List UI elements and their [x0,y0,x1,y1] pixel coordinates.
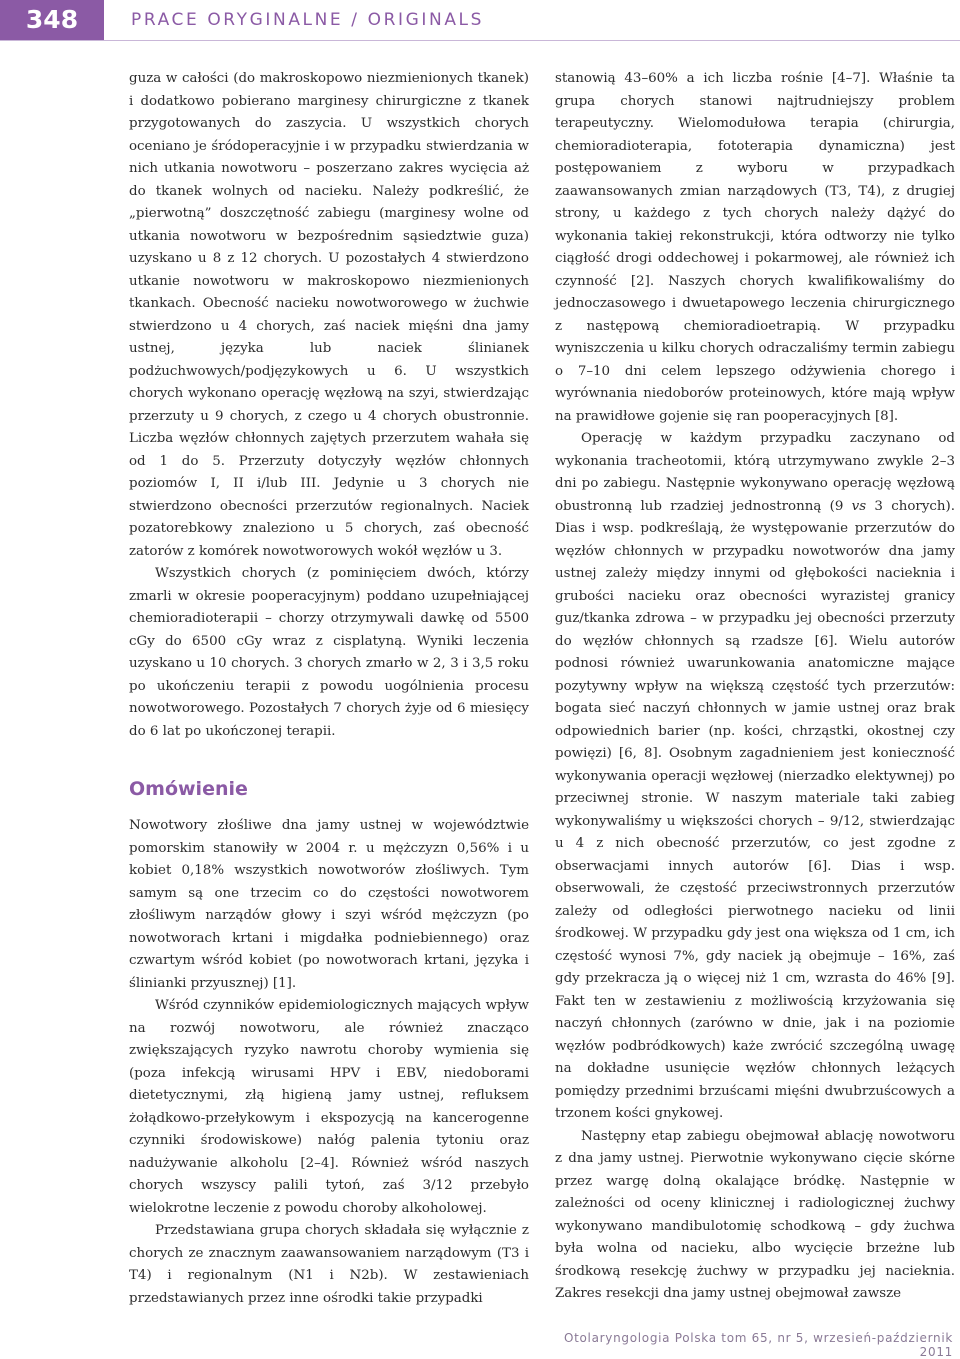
paragraph: guza w całości (do makroskopowo niezmienionych tkanek) i dodatkowo pobierano marginesy chirurgiczne z tkanek przygotowanych do zaszycia. U wszystkich chorych oceniano je śródoperacyjnie i w przypadku stwierdzania w nich utkania nowotworu – poszerzano zakres wycięcia aż do tkanek wolnych od nacieku. Należy podkreślić, że „pierwotną” doszczętność zabiegu (marginesy wolne od utkania nowotworu w bezpośrednim sąsiedztwie guza) uzyskano u 8 z 12 chorych. U pozostałych 4 stwierdzono utkanie nowotworu w makroskopowo niezmienionych tkankach. Obecność nacieku nowotworowego w żuchwie stwierdzono u 4 chorych, zaś naciek mięśni dna jamy ustnej, języka lub naciek ślinianek podżuchwowych/podjęzykowych u 6. U wszystkich chorych wykonano operację węzłową na szyi, stwierdzając przerzuty u 9 chorych, z czego u 4 chorych obustronnie. Liczba węzłów chłonnych zajętych przerzutem wahała się od 1 do 5. Przerzuty dotyczyły węzłów chłonnych poziomów I, II i/lub III. Jedynie u 3 chorych nie stwierdzono obecności przerzutów regionalnych. Naciek pozatorebkowy znaleziono u 5 chorych, zaś obecność zatorów z komórek nowotworowych wokół węzłów u 3. [129,71,529,559]
paragraph: Wszystkich chorych (z pominięciem dwóch, którzy zmarli w okresie pooperacyjnym) poddano uzupełniającej chemioradioterapii – chorzy otrzymywali dawkę od 5500 cGy do 6500 cGy wraz z cisplatyną. Wyniki leczenia uzyskano u 10 chorych. 3 chorych zmarło w 2, 3 i 3,5 roku po ukończeniu terapii z powodu uogólnienia procesu nowotworowego. Pozostałych 7 chorych żyje od 6 miesięcy do 6 lat po ukończonej terapii. [129,566,529,739]
page-header [0,0,960,41]
right-column [555,68,955,1306]
paragraph: Wśród czynników epidemiologicznych mających wpływ na rozwój nowotworu, ale również znacząco zwiększających ryzyko nawrotu choroby wymienia się (poza infekcją wirusami HPV i EBV, niedoborami dietetycznymi, złą higieną jamy ustnej, refluksem żołądkowo-przełykowym i ekspozycją na kancerogenne czynniki środowiskowe) nałóg palenia tytoniu oraz nadużywanie alkoholu [2–4]. Również wśród naszych chorych wszyscy palili tytoń, zaś 3/12 przebyło wielokrotne leczenie z powodu choroby alkoholowej. [129,998,529,1216]
paragraph: Następny etap zabiegu obejmował ablację nowotworu z dna jamy ustnej. Pierwotnie wykonywano cięcie skórne przez wargę dolną okalające bródkę. Następnie w zależności od oceny klinicznej i radiologicznej żuchwy wykonywano mandibulotomię schodkową – gdy żuchwa była wolna od nacieku, albo wycięcie brzeżne lub środkową resekcję żuchwy w przypadku jej nacieknia. Zakres resekcji dna jamy ustnej obejmował zawsze [555,1128,955,1301]
paragraph [555,428,955,1126]
paragraph-text: 3 chorych). Dias i wsp. podkreślają, że występowanie przerzutów do węzłów chłonnych w przypadku nowotworów dna jamy ustnej zależy między innymi od głębokości nacieknia i grubości nacieku oraz obecności wyrazistej granicy guz/tkanka zdrowa – w przypadku jej obecności przerzuty do węzłów chłonnych są rzadsze [6]. Wielu autorów podnosi również uwarunkowania anatomiczne mające pozytywny wpływ na większą częstość tych przerzutów: bogata sieć naczyń chłonnych w jamie ustnej oraz brak odpowiednich barier (np. kości, chrząstki, okostnej czy powięzi) [6, 8]. Osobnym zagadnieniem jest konieczność wykonywania operacji węzłowej (nierzadko elektywnej) po przeciwnej stronie. W naszym materiale taki zabieg wykonywaliśmy u większości chorych – 9/12, stwierdzając u 4 z nich obecność przerzutów, co jest zgodne z obserwacjami innych autorów [6]. Dias i wsp. obserwowali, że częstość przeciwstronnych przerzutów zależy od odległości pierwotnego nacieku od linii środkowej. W przypadku gdy jest ona większa od 1 cm, ich częstość wynosi 7%, gdy naciek ją obejmuje – 16%, zaś gdy przekracza ją o więcej niż 1 cm, wzrasta do 46% [9]. Fakt ten w zestawieniu z możliwością krzyżowania się naczyń chłonnych (zarówno w dnie, jak i na poziomie węzłów podbródkowych) każe zwrócić szczególną uwagę na dokładne usunięcie węzłów chłonnych leżących pomiędzy przednimi brzuścami mięśni dwubrzuścowych a trzonem kości gnykowej. [555,498,955,1121]
paragraph: Nowotwory złośliwe dna jamy ustnej w województwie pomorskim stanowiły w 2004 r. u mężczyzn 0,56% i u kobiet 0,18% wszystkich nowotworów złośliwych. Tym samym są one trzecim co do częstości nowotworem złośliwym narządów głowy i szyi wśród mężczyzn (po nowotworach krtani i migdałka podniebiennego) oraz czwartym wśród kobiet (po nowotworach krtani, języka i ślinianki przyusznej) [1]. [129,818,529,991]
journal-footer: Otolaryngologia Polska tom 65, nr 5, wrzesień-październik 2011 [563,1331,953,1359]
versus-italic: vs [851,498,867,514]
page-number: 348 [0,0,104,40]
left-column [129,68,529,1310]
paragraph: Przedstawiana grupa chorych składała się wyłącznie z chorych ze znacznym zaawansowaniem narządowym (T3 i T4) i regionalnym (N1 i N2b). W zestawieniach przedstawianych przez inne ośrodki takie przypadki [129,1223,529,1306]
section-heading: Omówienie [129,778,248,800]
paragraph: stanowią 43–60% a ich liczba rośnie [4–7]. Właśnie ta grupa chorych stanowi najtrudniejszy problem terapeutyczny. Wielomodułowa terapia (chirurgia, chemioradioterapia, fototerapia dynamiczna) jest postępowaniem z wyboru w przypadkach zaawansowanych zmian narządowych (T3, T4), z drugiej strony, u każdego z tych chorych należy dążyć do wykonania takiej rekonstrukcji, która odtworzy nie tylko ciągłość drogi oddechowej i pokarmowej, ale również ich czynność [2]. Naszych chorych kwalifikowaliśmy do jednoczasowego i dwuetapowego leczenia chirurgicznego z następową chemioradioetrapią. W przypadku wyniszczenia u kilku chorych odraczaliśmy termin zabiegu o 7–10 dni celem lepszego odżywienia chorego i wyrównania niedoborów proteinowych, które mają wpływ na prawidłowe gojenie się ran pooperacyjnych [8]. [555,71,955,424]
paragraph-text: Operację w każdym przypadku zaczynano od wykonania tracheotomii, którą utrzymywano zwykle 2–3 dni po zabiegu. Następnie wykonywano operację węzłową obustronną lub rzadziej jednostronną (9 [555,431,955,514]
section-label: PRACE ORYGINALNE / ORIGINALS [131,10,485,30]
